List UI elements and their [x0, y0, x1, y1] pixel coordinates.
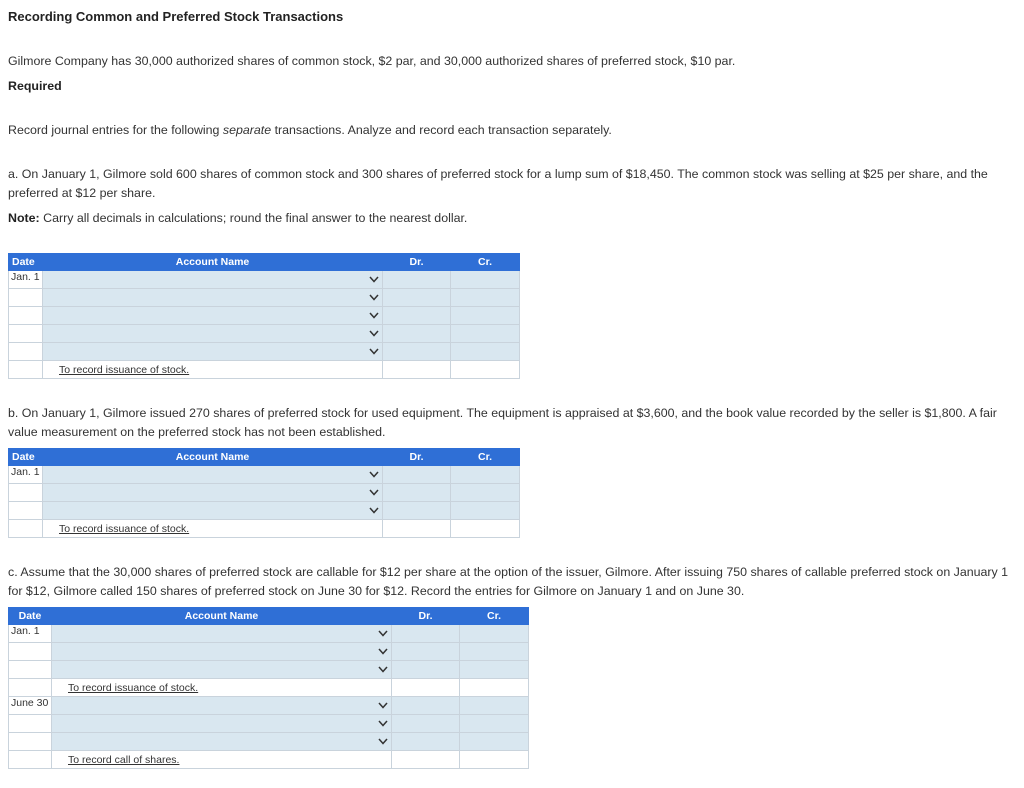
account-select[interactable]: [52, 643, 392, 661]
account-select[interactable]: [43, 484, 383, 502]
header-dr: Dr.: [392, 608, 460, 625]
dr-input[interactable]: [383, 343, 451, 361]
dr-blank: [383, 520, 451, 538]
intro-text: Gilmore Company has 30,000 authorized shares of common stock, $2 par, and 30,000 authorized shares of preferred stock, $10 par.: [8, 54, 736, 68]
header-dr: Dr.: [383, 254, 451, 271]
date-cell: [9, 751, 52, 769]
memo-row: [9, 520, 520, 538]
header-date: Date: [9, 608, 52, 625]
table-row: [9, 502, 520, 520]
account-select[interactable]: [43, 343, 383, 361]
instruction-emphasis: separate: [222, 123, 272, 137]
required-label: Required: [8, 79, 62, 93]
cr-input[interactable]: [460, 697, 529, 715]
date-cell: June 30: [9, 697, 52, 715]
table-row: [9, 466, 520, 484]
date-cell: [9, 361, 43, 379]
table-header: [9, 254, 520, 271]
table-row: [9, 733, 529, 751]
dr-input[interactable]: [392, 733, 460, 751]
table-row: [9, 307, 520, 325]
date-cell: Jan. 1: [9, 271, 43, 289]
table-row: [9, 289, 520, 307]
date-cell: Jan. 1: [9, 625, 52, 643]
date-cell: [9, 733, 52, 751]
table-header: [9, 449, 520, 466]
header-date: Date: [9, 254, 43, 271]
date-cell: [9, 679, 52, 697]
chevron-down-icon[interactable]: [368, 308, 380, 322]
dr-input[interactable]: [383, 307, 451, 325]
table-header: [9, 608, 529, 625]
date-cell: [9, 307, 43, 325]
dr-input[interactable]: [383, 289, 451, 307]
header-date: Date: [9, 449, 43, 466]
dr-blank: [392, 751, 460, 769]
chevron-down-icon[interactable]: [377, 734, 389, 748]
cr-input[interactable]: [451, 325, 520, 343]
part-b-text: b. On January 1, Gilmore issued 270 shares of preferred stock for used equipment. The equipment is appraised at $3,600, and the book value recorded by the seller is $1,800. A fair value measurement on the preferred stock has not been established.: [8, 406, 997, 439]
instruction-before: Record journal entries for the following: [8, 123, 223, 137]
header-account: Account Name: [52, 608, 392, 625]
journal-table-b: [8, 448, 520, 538]
date-cell: [9, 343, 43, 361]
memo-row: [9, 361, 520, 379]
chevron-down-icon[interactable]: [368, 290, 380, 304]
dr-input[interactable]: [383, 466, 451, 484]
chevron-down-icon[interactable]: [368, 272, 380, 286]
page-title: Recording Common and Preferred Stock Transactions: [8, 9, 344, 24]
chevron-down-icon[interactable]: [368, 344, 380, 358]
header-dr: Dr.: [383, 449, 451, 466]
account-select[interactable]: [43, 307, 383, 325]
journal-table-c: [8, 607, 529, 769]
instruction-text: [8, 121, 1008, 140]
chevron-down-icon[interactable]: [368, 503, 380, 517]
date-cell: [9, 661, 52, 679]
memo-text: To record issuance of stock.: [68, 681, 199, 694]
cr-input[interactable]: [451, 289, 520, 307]
chevron-down-icon[interactable]: [377, 644, 389, 658]
cr-input[interactable]: [460, 661, 529, 679]
memo-row: [9, 679, 529, 697]
table-row: [9, 484, 520, 502]
header-cr: Cr.: [460, 608, 529, 625]
part-a-note: [8, 209, 1008, 228]
cr-input[interactable]: [451, 271, 520, 289]
chevron-down-icon[interactable]: [377, 716, 389, 730]
chevron-down-icon[interactable]: [368, 467, 380, 481]
chevron-down-icon[interactable]: [368, 485, 380, 499]
account-select[interactable]: [43, 502, 383, 520]
dr-blank: [383, 361, 451, 379]
dr-input[interactable]: [383, 484, 451, 502]
part-c-text: c. Assume that the 30,000 shares of preferred stock are callable for $12 per share at the option of the issuer, Gilmore. After issuing 750 shares of callable preferred stock on January 1 for $12, Gilmore called 150 shares of preferred stock on June 30 for $12. Record the entries for Gilmore on January 1 and on June 30.: [8, 565, 1009, 598]
part-a-text: a. On January 1, Gilmore sold 600 shares of common stock and 300 shares of preferred stock for a lump sum of $18,450. The common stock was selling at $25 per share, and the preferred at $12 per share.: [8, 167, 988, 200]
date-cell: [9, 325, 43, 343]
note-label: Note:: [8, 211, 40, 225]
table-row: [9, 271, 520, 289]
table-row: [9, 661, 529, 679]
account-select[interactable]: [52, 733, 392, 751]
journal-table-a: [8, 253, 520, 379]
dr-input[interactable]: [392, 697, 460, 715]
cr-input[interactable]: [460, 643, 529, 661]
account-select[interactable]: [43, 325, 383, 343]
dr-input[interactable]: [383, 325, 451, 343]
table-row: [9, 625, 529, 643]
cr-input[interactable]: [451, 466, 520, 484]
memo-cell: [52, 679, 392, 697]
header-cr: Cr.: [451, 449, 520, 466]
cr-blank: [460, 679, 529, 697]
note-text: Carry all decimals in calculations; round the final answer to the nearest dollar.: [39, 211, 468, 225]
chevron-down-icon[interactable]: [368, 326, 380, 340]
cr-blank: [460, 751, 529, 769]
account-select[interactable]: [43, 466, 383, 484]
cr-input[interactable]: [460, 733, 529, 751]
cr-input[interactable]: [451, 343, 520, 361]
chevron-down-icon[interactable]: [377, 698, 389, 712]
dr-input[interactable]: [392, 625, 460, 643]
cr-blank: [451, 520, 520, 538]
date-cell: [9, 643, 52, 661]
date-cell: [9, 520, 43, 538]
account-select[interactable]: [52, 625, 392, 643]
memo-text: To record call of shares.: [68, 753, 180, 766]
date-cell: [9, 289, 43, 307]
dr-input[interactable]: [392, 643, 460, 661]
date-cell: [9, 484, 43, 502]
account-select[interactable]: [52, 697, 392, 715]
date-cell: [9, 715, 52, 733]
account-select[interactable]: [43, 289, 383, 307]
memo-cell: [43, 361, 383, 379]
header-account: Account Name: [43, 449, 383, 466]
account-select[interactable]: [52, 661, 392, 679]
memo-text: To record issuance of stock.: [59, 522, 190, 535]
account-select[interactable]: [43, 271, 383, 289]
cr-input[interactable]: [451, 307, 520, 325]
dr-input[interactable]: [383, 502, 451, 520]
memo-cell: [52, 751, 392, 769]
dr-input[interactable]: [392, 715, 460, 733]
dr-input[interactable]: [383, 271, 451, 289]
cr-input[interactable]: [460, 625, 529, 643]
memo-text: To record issuance of stock.: [59, 363, 190, 376]
table-row: [9, 697, 529, 715]
table-row: [9, 715, 529, 733]
instruction-after: transactions. Analyze and record each transaction separately.: [271, 123, 612, 137]
table-row: [9, 325, 520, 343]
table-row: [9, 343, 520, 361]
header-cr: Cr.: [451, 254, 520, 271]
cr-input[interactable]: [451, 484, 520, 502]
header-account: Account Name: [43, 254, 383, 271]
memo-row: [9, 751, 529, 769]
dr-input[interactable]: [392, 661, 460, 679]
date-cell: Jan. 1: [9, 466, 43, 484]
cr-input[interactable]: [451, 502, 520, 520]
chevron-down-icon[interactable]: [377, 626, 389, 640]
date-cell: [9, 502, 43, 520]
memo-cell: [43, 520, 383, 538]
account-select[interactable]: [52, 715, 392, 733]
dr-blank: [392, 679, 460, 697]
table-row: [9, 643, 529, 661]
chevron-down-icon[interactable]: [377, 662, 389, 676]
cr-blank: [451, 361, 520, 379]
cr-input[interactable]: [460, 715, 529, 733]
